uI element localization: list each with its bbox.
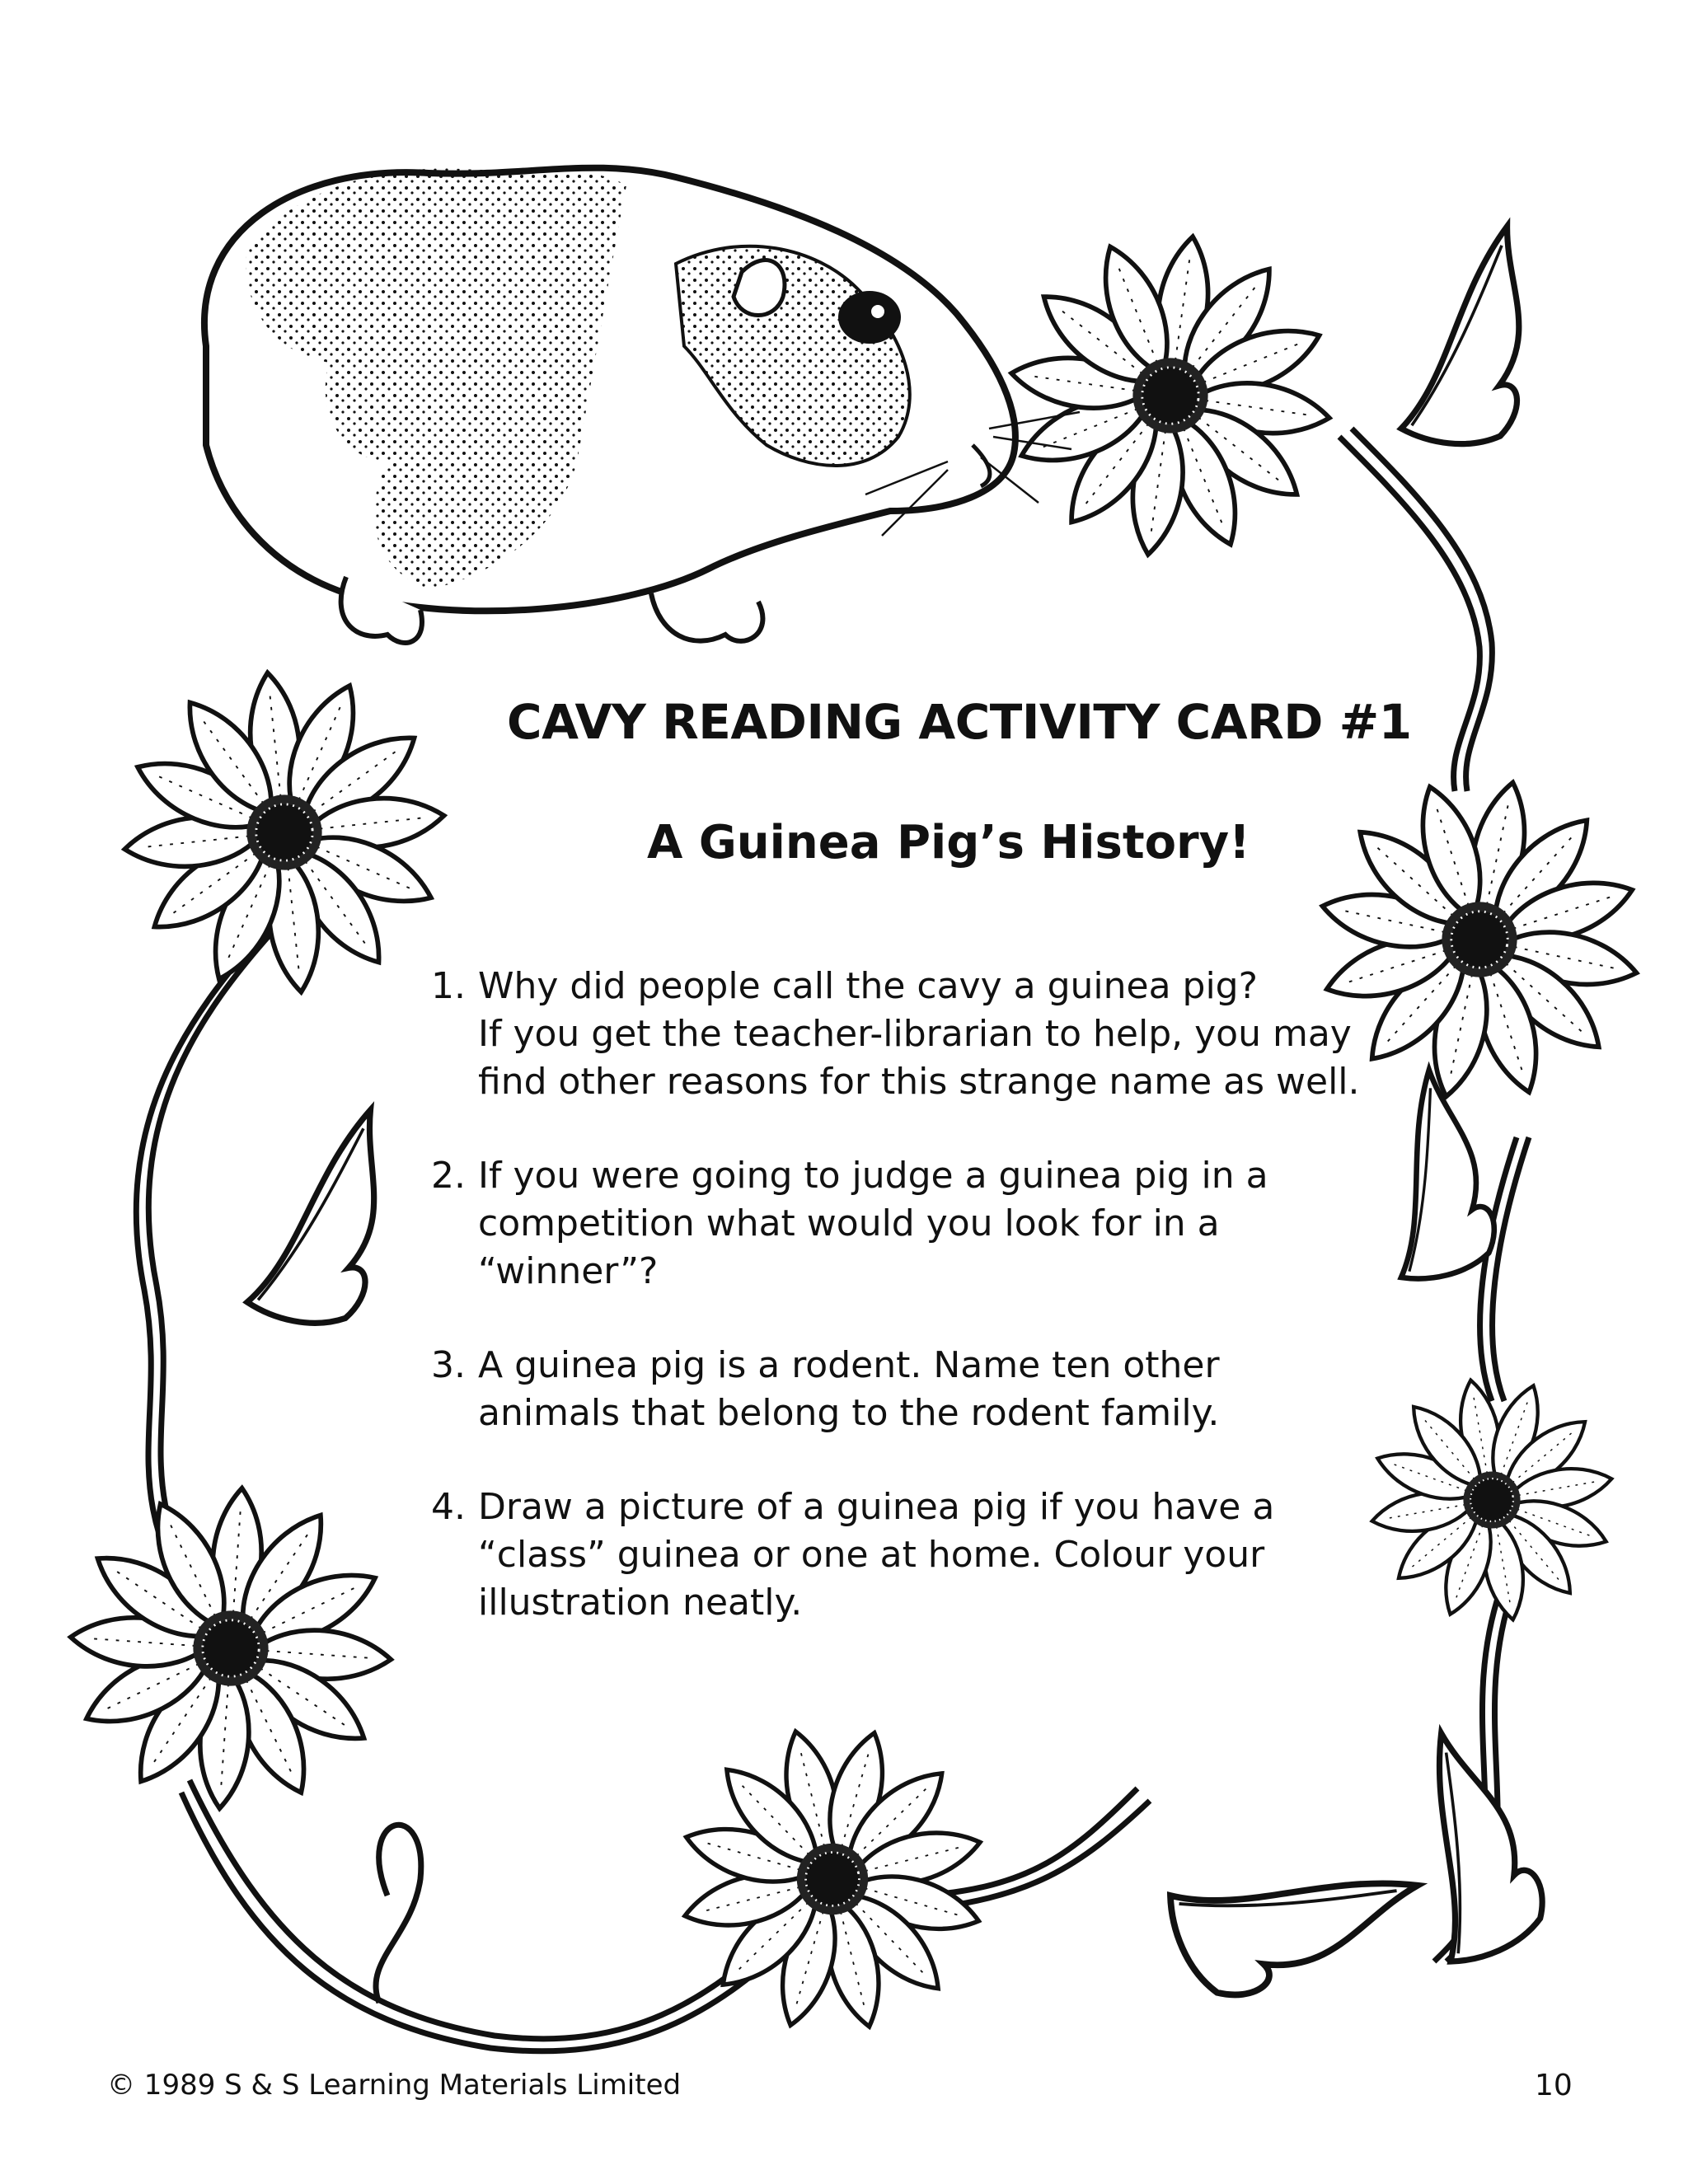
question-text: Why did people call the cavy a guinea pig? If you get the teacher-librarian to help, you may find other reasons for this strange name as well. bbox=[478, 965, 1360, 1103]
question-number: 2. bbox=[431, 1155, 466, 1197]
copyright-notice: © 1989 S & S Learning Materials Limited bbox=[107, 2069, 682, 2102]
card-title: CAVY READING ACTIVITY CARD #1 bbox=[507, 694, 1412, 750]
question-number: 3. bbox=[431, 1344, 466, 1386]
question-number: 1. bbox=[431, 965, 466, 1007]
guinea-pig-icon bbox=[204, 168, 1080, 643]
question-text: If you were going to judge a guinea pig in a competition what would you look for in a “winner”? bbox=[478, 1155, 1268, 1292]
question-list bbox=[416, 963, 1405, 1673]
question-text: A guinea pig is a rodent. Name ten other animals that belong to the rodent family. bbox=[478, 1344, 1220, 1434]
card-subtitle: A Guinea Pig’s History! bbox=[647, 816, 1250, 869]
question-text: Draw a picture of a guinea pig if you have a “class” guinea or one at home. Colour your illustration neatly. bbox=[478, 1486, 1275, 1624]
question-item bbox=[416, 1342, 1405, 1437]
question-item bbox=[416, 963, 1405, 1106]
question-item bbox=[416, 1483, 1405, 1627]
page-number: 10 bbox=[1535, 2069, 1573, 2102]
question-item bbox=[416, 1152, 1405, 1296]
question-number: 4. bbox=[431, 1486, 466, 1528]
